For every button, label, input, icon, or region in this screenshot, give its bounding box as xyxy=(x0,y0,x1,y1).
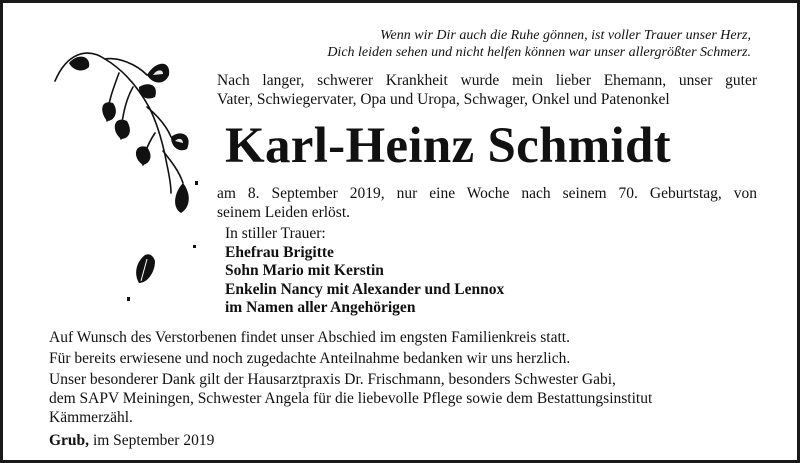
mourners-heading: In stiller Trauer: xyxy=(225,225,326,242)
mourner-name: Sohn Mario mit Kerstin xyxy=(225,262,384,279)
death-line: am 8. September 2019, nur eine Woche nach seinem 70. Geburtstag, von xyxy=(217,185,757,202)
place-name: Grub, xyxy=(49,432,90,449)
birch-branch-icon xyxy=(47,41,207,221)
thanks-note: Für bereits erwiesene und noch zugedachte Anteilnahme bedanken wir uns herzlich. xyxy=(49,350,571,367)
special-thanks-line: Kämmerzähl. xyxy=(49,409,133,426)
mourner-name: im Namen aller Angehörigen xyxy=(225,299,416,316)
poem-line: Dich leiden sehen und nicht helfen können war unser allergrößter Schmerz. xyxy=(327,45,751,60)
special-thanks xyxy=(49,370,739,427)
special-thanks-line: Unser besonderer Dank gilt der Hausarztpraxis Dr. Frischmann, besonders Schwester Gabi, xyxy=(49,371,616,388)
footer-text xyxy=(49,328,739,450)
signature-line xyxy=(49,431,739,450)
mourners-block xyxy=(225,225,504,318)
memorial-poem xyxy=(231,27,751,61)
intro-line: Nach langer, schwerer Krankheit wurde mein lieber Ehemann, unser guter xyxy=(217,72,757,89)
mourner-name: Ehefrau Brigitte xyxy=(225,243,334,261)
poem-line: Wenn wir Dir auch die Ruhe gönnen, ist voller Trauer unser Herz, xyxy=(380,28,751,43)
mourner-name: Enkelin Nancy mit Alexander und Lennox xyxy=(225,280,505,298)
death-line: seinem Leiden erlöst. xyxy=(217,204,350,221)
special-thanks-line: dem SAPV Meiningen, Schwester Angela für die liebevolle Pflege sowie dem Bestattungsinstitut xyxy=(49,390,653,407)
deceased-name: Karl-Heinz Schmidt xyxy=(225,118,671,174)
death-text xyxy=(217,184,757,222)
intro-text xyxy=(217,71,757,109)
notice-date: im September 2019 xyxy=(92,432,215,449)
falling-leaf-icon xyxy=(115,243,205,313)
intro-line: Vater, Schwiegervater, Opa und Uropa, Schwager, Onkel und Patenonkel xyxy=(217,91,670,108)
funeral-note: Auf Wunsch des Verstorbenen findet unser Abschied im engsten Familienkreis statt. xyxy=(49,329,570,346)
